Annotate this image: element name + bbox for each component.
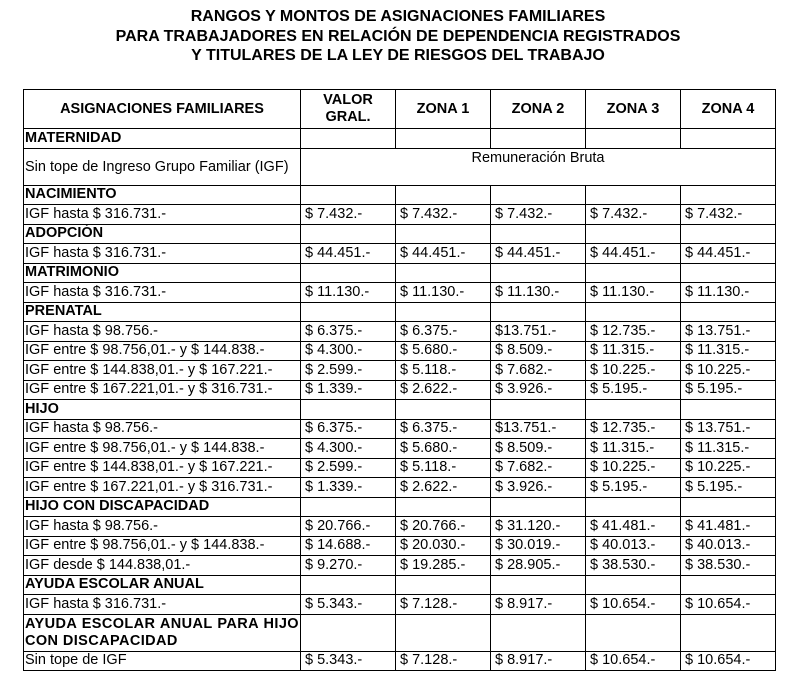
section-row xyxy=(24,185,776,205)
value-cell: $ 11.130.- xyxy=(681,283,776,303)
value-cell: $ 6.375.- xyxy=(301,322,396,342)
value-cell: $ 38.530.- xyxy=(681,556,776,576)
value-cell: $ 2.599.- xyxy=(301,458,396,478)
section-title: AYUDA ESCOLAR ANUAL PARA HIJO CON DISCAPACIDAD xyxy=(24,614,301,651)
value-cell: $ 7.432.- xyxy=(491,205,586,225)
empty-cell xyxy=(491,263,586,283)
section-row xyxy=(24,263,776,283)
title-line-3: Y TITULARES DE LA LEY DE RIESGOS DEL TRABAJO xyxy=(191,47,605,64)
header-zona-3: ZONA 3 xyxy=(586,90,681,129)
value-cell: $ 7.432.- xyxy=(396,205,491,225)
section-title: NACIMIENTO xyxy=(24,185,301,205)
section-title: HIJO xyxy=(24,400,301,420)
table-row-maternidad xyxy=(24,148,776,185)
value-cell: $ 44.451.- xyxy=(681,244,776,264)
section-title: MATRIMONIO xyxy=(24,263,301,283)
empty-cell xyxy=(396,185,491,205)
value-cell: $ 2.622.- xyxy=(396,478,491,498)
value-cell: $ 41.481.- xyxy=(681,517,776,537)
row-label: Sin tope de Ingreso Grupo Familiar (IGF) xyxy=(24,148,301,185)
empty-cell xyxy=(681,497,776,517)
empty-cell xyxy=(586,614,681,651)
value-cell: $ 11.315.- xyxy=(586,341,681,361)
value-cell: $ 7.432.- xyxy=(586,205,681,225)
row-label: IGF hasta $ 316.731.- xyxy=(24,205,301,225)
empty-cell xyxy=(681,400,776,420)
table-row xyxy=(24,651,776,671)
row-label: IGF hasta $ 98.756.- xyxy=(24,419,301,439)
section-row xyxy=(24,302,776,322)
table-row xyxy=(24,380,776,400)
empty-cell xyxy=(491,497,586,517)
table-row xyxy=(24,322,776,342)
value-cell: $ 10.654.- xyxy=(586,651,681,671)
table-row xyxy=(24,478,776,498)
empty-cell xyxy=(586,263,681,283)
empty-cell xyxy=(491,400,586,420)
empty-cell xyxy=(396,575,491,595)
value-cell: $ 11.315.- xyxy=(681,439,776,459)
value-cell: $ 40.013.- xyxy=(586,536,681,556)
header-zona-4: ZONA 4 xyxy=(681,90,776,129)
section-title: PRENATAL xyxy=(24,302,301,322)
value-cell: $ 6.375.- xyxy=(396,419,491,439)
value-cell: $ 44.451.- xyxy=(586,244,681,264)
table-row xyxy=(24,244,776,264)
value-cell: $ 5.195.- xyxy=(681,380,776,400)
empty-cell xyxy=(586,185,681,205)
empty-cell xyxy=(301,302,396,322)
section-title: MATERNIDAD xyxy=(24,129,301,149)
table-row xyxy=(24,419,776,439)
empty-cell xyxy=(396,224,491,244)
section-title: HIJO CON DISCAPACIDAD xyxy=(24,497,301,517)
row-label: IGF hasta $ 316.731.- xyxy=(24,283,301,303)
table-row xyxy=(24,458,776,478)
empty-cell xyxy=(491,614,586,651)
value-cell: $ 7.128.- xyxy=(396,651,491,671)
value-cell: $ 5.680.- xyxy=(396,439,491,459)
value-cell: $ 10.654.- xyxy=(681,651,776,671)
header-row xyxy=(24,90,776,129)
row-label: IGF hasta $ 316.731.- xyxy=(24,244,301,264)
empty-cell xyxy=(681,575,776,595)
value-cell: $ 2.622.- xyxy=(396,380,491,400)
value-cell: $ 41.481.- xyxy=(586,517,681,537)
empty-cell xyxy=(681,302,776,322)
section-row xyxy=(24,497,776,517)
value-cell: $ 44.451.- xyxy=(301,244,396,264)
value-cell: $ 5.195.- xyxy=(586,478,681,498)
value-cell: $ 1.339.- xyxy=(301,380,396,400)
value-cell: $ 10.225.- xyxy=(681,361,776,381)
value-cell: $ 8.509.- xyxy=(491,439,586,459)
value-cell: $ 38.530.- xyxy=(586,556,681,576)
value-cell: $ 10.225.- xyxy=(586,361,681,381)
row-label: IGF entre $ 98.756,01.- y $ 144.838.- xyxy=(24,341,301,361)
section-row xyxy=(24,575,776,595)
title-line-2: PARA TRABAJADORES EN RELACIÓN DE DEPENDENCIA REGISTRADOS xyxy=(115,27,681,45)
value-cell: $ 20.030.- xyxy=(396,536,491,556)
value-cell: $ 6.375.- xyxy=(301,419,396,439)
empty-cell xyxy=(586,575,681,595)
value-cell: $ 19.285.- xyxy=(396,556,491,576)
section-row xyxy=(24,224,776,244)
empty-cell xyxy=(681,614,776,651)
value-cell: $ 40.013.- xyxy=(681,536,776,556)
value-cell: $ 8.509.- xyxy=(491,341,586,361)
empty-cell xyxy=(396,400,491,420)
value-cell: $ 5.195.- xyxy=(681,478,776,498)
empty-cell xyxy=(491,185,586,205)
value-cell: $ 2.599.- xyxy=(301,361,396,381)
document-title xyxy=(0,7,796,66)
row-label: IGF entre $ 144.838,01.- y $ 167.221.- xyxy=(24,361,301,381)
value-cell: $ 5.118.- xyxy=(396,361,491,381)
empty-cell xyxy=(396,497,491,517)
table-row xyxy=(24,595,776,615)
section-row-maternidad xyxy=(24,129,776,149)
section-title: AYUDA ESCOLAR ANUAL xyxy=(24,575,301,595)
value-cell: $ 5.118.- xyxy=(396,458,491,478)
value-cell: $ 10.654.- xyxy=(586,595,681,615)
empty-cell xyxy=(491,224,586,244)
empty-cell xyxy=(586,400,681,420)
empty-cell xyxy=(301,263,396,283)
row-label: IGF hasta $ 98.756.- xyxy=(24,517,301,537)
allowances-table xyxy=(23,89,776,671)
header-valor-gral: VALOR GRAL. xyxy=(301,90,396,129)
value-cell: $ 11.315.- xyxy=(586,439,681,459)
header-zona-2: ZONA 2 xyxy=(491,90,586,129)
value-cell: $ 11.315.- xyxy=(681,341,776,361)
empty-cell xyxy=(586,224,681,244)
value-cell: $ 11.130.- xyxy=(586,283,681,303)
value-cell: $ 20.766.- xyxy=(301,517,396,537)
value-cell: $ 3.926.- xyxy=(491,380,586,400)
value-cell: $13.751.- xyxy=(491,322,586,342)
value-cell: $ 7.682.- xyxy=(491,361,586,381)
row-label: IGF hasta $ 316.731.- xyxy=(24,595,301,615)
value-cell: $ 5.680.- xyxy=(396,341,491,361)
value-cell: $ 11.130.- xyxy=(491,283,586,303)
row-label: IGF hasta $ 98.756.- xyxy=(24,322,301,342)
row-label: IGF entre $ 98.756,01.- y $ 144.838.- xyxy=(24,439,301,459)
value-cell: $ 8.917.- xyxy=(491,651,586,671)
empty-cell xyxy=(586,302,681,322)
value-cell: $ 10.225.- xyxy=(586,458,681,478)
value-cell: $ 12.735.- xyxy=(586,419,681,439)
value-cell: $ 7.432.- xyxy=(681,205,776,225)
value-cell: $ 10.654.- xyxy=(681,595,776,615)
empty-cell xyxy=(301,185,396,205)
table-row xyxy=(24,517,776,537)
remuneracion-bruta-cell: Remuneración Bruta xyxy=(301,148,776,185)
empty-cell xyxy=(301,614,396,651)
empty-cell xyxy=(301,400,396,420)
value-cell: $ 31.120.- xyxy=(491,517,586,537)
empty-cell xyxy=(396,263,491,283)
value-cell: $ 4.300.- xyxy=(301,341,396,361)
empty-cell xyxy=(586,497,681,517)
row-label: IGF desde $ 144.838,01.- xyxy=(24,556,301,576)
value-cell: $ 12.735.- xyxy=(586,322,681,342)
section-row xyxy=(24,400,776,420)
value-cell: $ 6.375.- xyxy=(396,322,491,342)
empty-cell xyxy=(301,497,396,517)
table-row xyxy=(24,341,776,361)
row-label: IGF entre $ 167.221,01.- y $ 316.731.- xyxy=(24,478,301,498)
value-cell: $ 11.130.- xyxy=(301,283,396,303)
value-cell: $ 28.905.- xyxy=(491,556,586,576)
header-zona-1: ZONA 1 xyxy=(396,90,491,129)
table-row xyxy=(24,361,776,381)
value-cell: $ 8.917.- xyxy=(491,595,586,615)
value-cell: $ 44.451.- xyxy=(491,244,586,264)
value-cell: $ 30.019.- xyxy=(491,536,586,556)
title-line-1: RANGOS Y MONTOS DE ASIGNACIONES FAMILIARES xyxy=(190,8,606,25)
value-cell: $ 5.343.- xyxy=(301,651,396,671)
table-row xyxy=(24,556,776,576)
value-cell: $ 11.130.- xyxy=(396,283,491,303)
section-row xyxy=(24,614,776,651)
value-cell: $ 3.926.- xyxy=(491,478,586,498)
table-row xyxy=(24,439,776,459)
empty-cell xyxy=(681,263,776,283)
value-cell: $ 14.688.- xyxy=(301,536,396,556)
header-asignaciones: ASIGNACIONES FAMILIARES xyxy=(24,90,301,129)
table-row xyxy=(24,283,776,303)
table-row xyxy=(24,205,776,225)
value-cell: $ 7.682.- xyxy=(491,458,586,478)
empty-cell xyxy=(681,185,776,205)
row-label: IGF entre $ 167.221,01.- y $ 316.731.- xyxy=(24,380,301,400)
value-cell: $ 13.751.- xyxy=(681,322,776,342)
value-cell: $ 20.766.- xyxy=(396,517,491,537)
value-cell: $ 10.225.- xyxy=(681,458,776,478)
empty-cell xyxy=(301,224,396,244)
row-label: IGF entre $ 144.838,01.- y $ 167.221.- xyxy=(24,458,301,478)
value-cell: $ 1.339.- xyxy=(301,478,396,498)
row-label: Sin tope de IGF xyxy=(24,651,301,671)
empty-cell xyxy=(301,575,396,595)
empty-cell xyxy=(491,302,586,322)
empty-cell xyxy=(681,224,776,244)
row-label: IGF entre $ 98.756,01.- y $ 144.838.- xyxy=(24,536,301,556)
value-cell: $ 9.270.- xyxy=(301,556,396,576)
table-row xyxy=(24,536,776,556)
value-cell: $13.751.- xyxy=(491,419,586,439)
value-cell: $ 7.432.- xyxy=(301,205,396,225)
value-cell: $ 4.300.- xyxy=(301,439,396,459)
value-cell: $ 13.751.- xyxy=(681,419,776,439)
empty-cell xyxy=(491,575,586,595)
empty-cell xyxy=(396,302,491,322)
value-cell: $ 5.195.- xyxy=(586,380,681,400)
section-title: ADOPCIÓN xyxy=(24,224,301,244)
value-cell: $ 44.451.- xyxy=(396,244,491,264)
empty-cell xyxy=(396,614,491,651)
value-cell: $ 5.343.- xyxy=(301,595,396,615)
value-cell: $ 7.128.- xyxy=(396,595,491,615)
